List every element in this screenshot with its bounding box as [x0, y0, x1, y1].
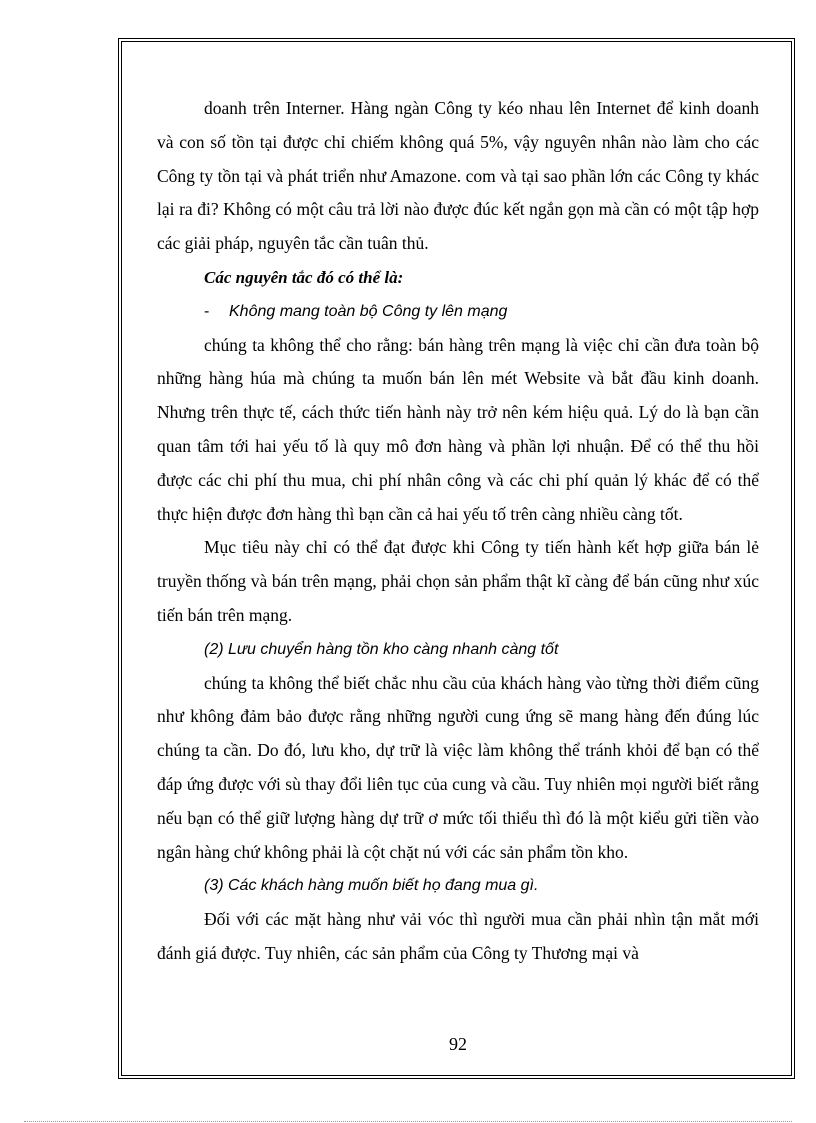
bullet-text: Không mang toàn bộ Công ty lên mạng [229, 302, 508, 320]
paragraph-inventory: chúng ta không thể biết chắc nhu cầu của khách hàng vào từng thời điểm cũng như không đảm bảo được rằng những người cung ứng sẽ mang hàng đến đúng lúc chúng ta cần. Do đó, lưu kho, dự trữ là việc làm không thể tránh khỏi để bạn có thể đáp ứng được với sù thay đổi liên tục của cung và cầu. Tuy nhiên mọi người biết rằng nếu bạn có thể giữ lượng hàng dự trữ ơ mức tối thiểu thì đó là một kiểu gửi tiền vào ngân hàng chứ không phải là cột chặt nú với các sản phẩm tồn kho. [157, 672, 759, 862]
section-heading: Các nguyên tắc đó có thể là: [204, 267, 404, 287]
paragraph-whole-company: chúng ta không thể cho rằng: bán hàng trên mạng là việc chỉ cần đưa toàn bộ những hàng húa mà chúng ta muốn bán lên mét Website và bắt đầu kinh doanh. Nhưng trên thực tế, cách thức tiến hành này trở nên kém hiệu quả. Lý do là bạn cần quan tâm tới hai yếu tố là quy mô đơn hàng và phần lợi nhuận. Để có thể thu hồi được các chi phí thu mua, chi phí nhân công và các chi phí quản lý khác để có thể thực hiện được đơn hàng thì bạn cần cả hai yếu tố trên càng nhiều càng tốt. [157, 334, 759, 524]
subheading-inventory: (2) Lưu chuyển hàng tồn kho càng nhanh càng tốt [204, 640, 559, 658]
page-bottom-divider [24, 1121, 792, 1122]
bullet-dash: - [204, 302, 210, 320]
subheading-customers: (3) Các khách hàng muốn biết họ đang mua gì. [204, 877, 539, 895]
page-body [157, 92, 759, 971]
bullet-item [157, 295, 759, 329]
paragraph-customers: Đối với các mặt hàng như vải vóc thì người mua cần phải nhìn tận mắt mới đánh giá được. Tuy nhiên, các sản phẩm của Công ty Thương mại và [157, 909, 759, 963]
paragraph-goal: Mục tiêu này chỉ có thể đạt được khi Công ty tiến hành kết hợp giữa bán lẻ truyền thống và bán trên mạng, phải chọn sản phẩm thật kĩ càng để bán cũng như xúc tiến bán trên mạng. [157, 537, 759, 625]
paragraph-intro: doanh trên Interner. Hàng ngàn Công ty kéo nhau lên Internet để kinh doanh và con số tồn tại được chỉ chiếm không quá 5%, vậy nguyên nhân nào làm cho các Công ty tồn tại và phát triển như Amazone. com và tại sao phần lớn các Công ty khác lại ra đi? Không có một câu trả lời nào được đúc kết ngắn gọn mà cần có một tập hợp các giải pháp, nguyên tắc cần tuân thủ. [157, 98, 759, 254]
page-number: 92 [449, 1034, 467, 1054]
